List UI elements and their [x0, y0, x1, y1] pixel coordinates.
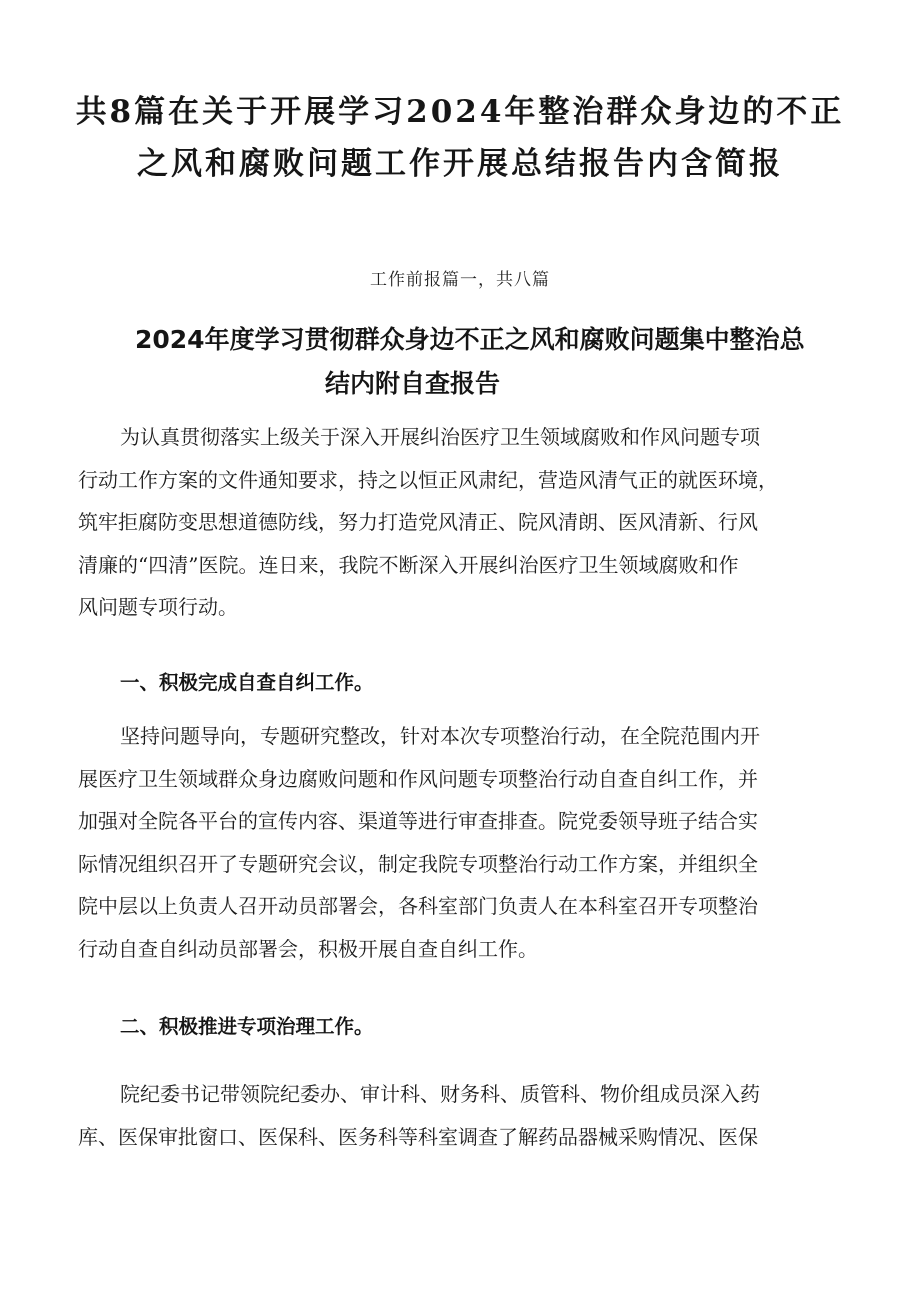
- paragraph-special-governance: [78, 1073, 850, 1158]
- paragraph-line: 库、医保审批窗口、医保科、医务科等科室调查了解药品器械采购情况、医保: [78, 1124, 758, 1149]
- paragraph-line: 筑牢拒腐防变思想道德防线，努力打造党风清正、院风清朗、医风清新、行风: [78, 510, 758, 535]
- paragraph-line: 清廉的“四清”医院。连日来，我院不断深入开展纠治医疗卫生领域腐败和作: [78, 552, 739, 577]
- article-title: [100, 318, 880, 406]
- article-title-line-2: 结内附自查报告: [325, 369, 501, 398]
- document-title-line-1: 共8篇在关于开展学习2024年整治群众身边的不正: [75, 94, 845, 130]
- document-title-line-2: 之风和腐败问题工作开展总结报告内含简报: [137, 146, 783, 182]
- paragraph-line: 加强对全院各平台的宣传内容、渠道等进行审查排查。院党委领导班子结合实: [78, 809, 758, 834]
- paragraph-self-inspection: [78, 715, 850, 971]
- article-title-line-1: 2024年度学习贯彻群众身边不正之风和腐败问题集中整治总: [135, 325, 805, 354]
- paragraph-line: 展医疗卫生领域群众身边腐败问题和作风问题专项整治行动自查自纠工作，并: [78, 766, 758, 791]
- paragraph-line: 风问题专项行动。: [78, 595, 238, 620]
- section-heading-2: 二、积极推进专项治理工作。: [120, 1015, 374, 1038]
- paragraph-line: 院中层以上负责人召开动员部署会，各科室部门负责人在本科室召开专项整治: [78, 894, 758, 919]
- section-heading-1: 一、积极完成自查自纠工作。: [120, 671, 374, 694]
- paragraph-line: 坚持问题导向，专题研究整改，针对本次专项整治行动，在全院范围内开: [120, 724, 760, 748]
- paragraph-line: 际情况组织召开了专题研究会议，制定我院专项整治行动工作方案，并组织全: [78, 851, 758, 876]
- paragraph-line: 行动自查自纠动员部署会，积极开展自查自纠工作。: [78, 936, 538, 961]
- paragraph-line: 为认真贯彻落实上级关于深入开展纠治医疗卫生领域腐败和作风问题专项: [120, 425, 760, 449]
- paragraph-intro: [78, 416, 850, 629]
- paragraph-line: 行动工作方案的文件通知要求，持之以恒正风肃纪，营造风清气正的就医环境，: [78, 467, 778, 492]
- section-tag: 工作前报篇一，共八篇: [370, 270, 550, 290]
- paragraph-line: 院纪委书记带领院纪委办、审计科、财务科、质管科、物价组成员深入药: [120, 1082, 760, 1106]
- document-title: [60, 86, 860, 190]
